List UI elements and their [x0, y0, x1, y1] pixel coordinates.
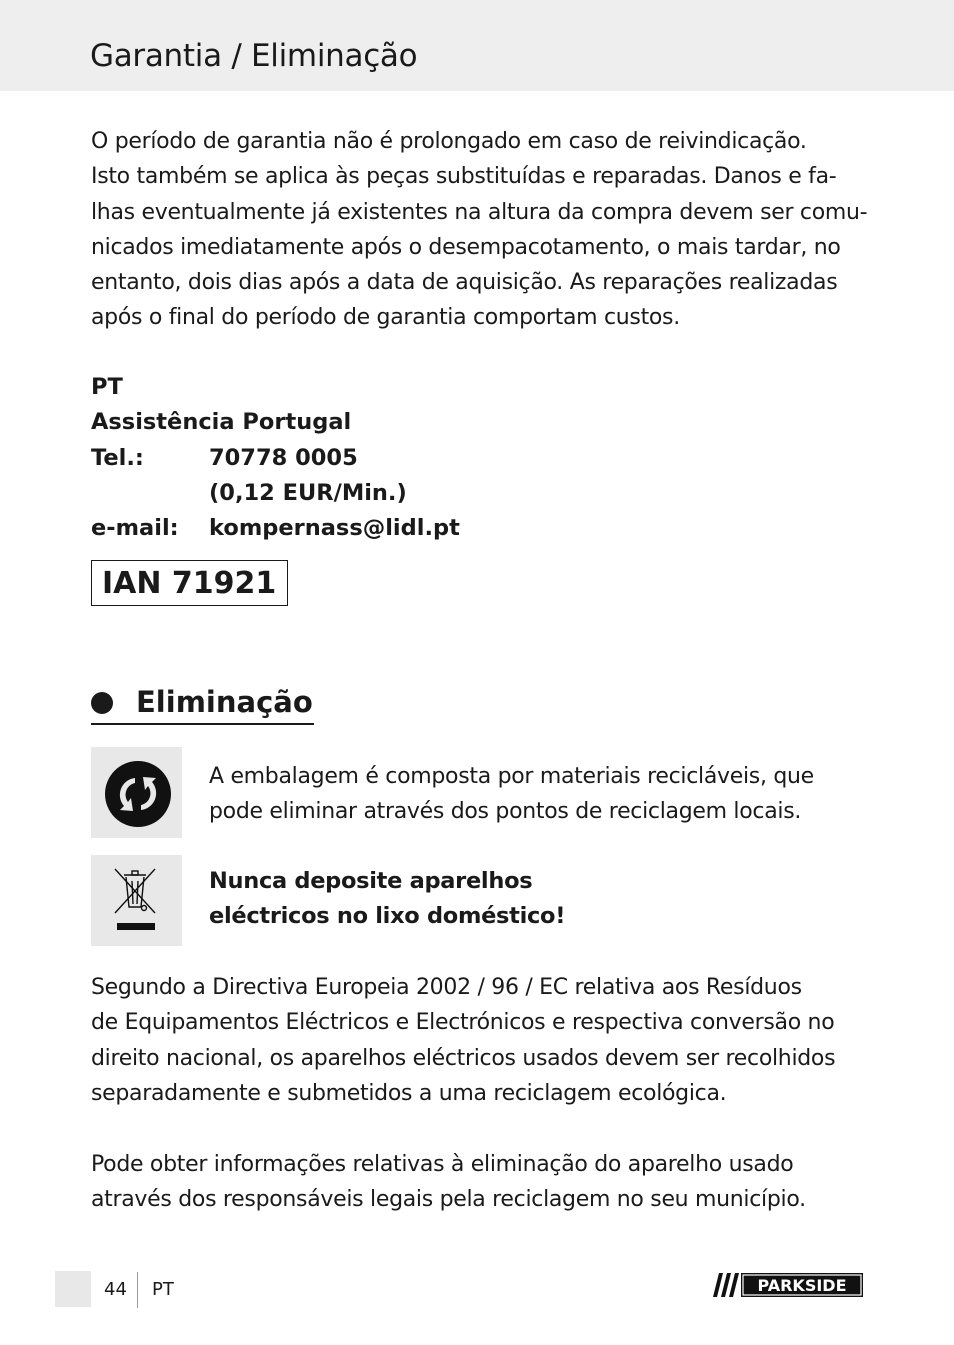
- footer-separator: [137, 1272, 138, 1308]
- page-title: Garantia / Eliminação: [90, 38, 418, 74]
- email-label: e-mail:: [91, 515, 179, 542]
- service-name: Assistência Portugal: [91, 409, 352, 436]
- parkside-logo: [713, 1273, 863, 1297]
- tel-number: 70778 0005: [209, 444, 358, 471]
- tel-label: Tel.:: [91, 444, 144, 471]
- page-number: 44: [104, 1279, 127, 1300]
- green-dot-icon-box: [91, 747, 182, 838]
- svg-text:PARKSIDE: PARKSIDE: [757, 1276, 847, 1295]
- page-language: PT: [152, 1279, 174, 1300]
- ian-box: IAN 71921: [91, 560, 288, 606]
- disposal-title: Eliminação: [136, 685, 313, 719]
- bullet-icon: [91, 692, 113, 714]
- crossed-out-bin-icon: [91, 855, 182, 946]
- service-country: PT: [91, 374, 123, 400]
- info-paragraph: Pode obter informações relativas à eliminação do aparelho usado através dos responsáveis legais pela reciclagem no seu município.: [91, 1152, 806, 1213]
- heading-underline: [91, 723, 314, 725]
- warranty-paragraph: O período de garantia não é prolongado em caso de reivindicação. Isto também se aplica às peças substituídas e reparadas. Danos e fa- lhas eventualmente já existentes na altura da compra devem ser comu- nicados imediatamente após o desempacotamento, o mais tardar, no entanto, dois dias após a data de aquisição. As reparações realizadas após o final do período de garantia comportam custos.: [91, 129, 868, 331]
- email-address: kompernass@lidl.pt: [209, 515, 460, 542]
- warning-text: Nunca deposite aparelhos eléctricos no lixo doméstico!: [209, 868, 566, 930]
- directive-paragraph: Segundo a Directiva Europeia 2002 / 96 / EC relativa aos Resíduos de Equipamentos Eléctricos e Electrónicos e respectiva conversão no direito nacional, os aparelhos eléctricos usados devem ser recolhidos separadamente e submetidos a uma reciclagem ecológica.: [91, 975, 836, 1106]
- green-dot-icon: [91, 747, 182, 838]
- footer-marker: [55, 1271, 91, 1307]
- packaging-text: A embalagem é composta por materiais recicláveis, que pode eliminar através dos pontos de reciclagem locais.: [209, 764, 814, 825]
- tel-rate: (0,12 EUR/Min.): [209, 479, 407, 506]
- weee-icon-box: [91, 855, 182, 946]
